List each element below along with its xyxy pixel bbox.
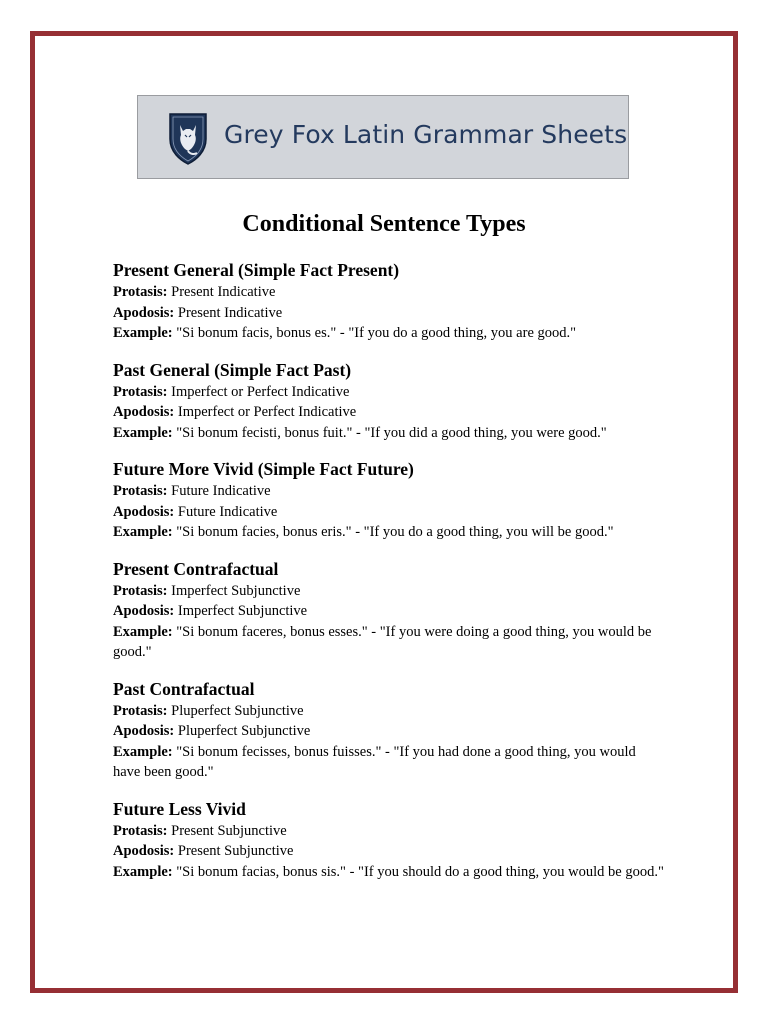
protasis-line (113, 821, 665, 842)
example-line (113, 742, 665, 783)
protasis-value: Future Indicative (171, 483, 271, 499)
apodosis-label: Apodosis: (113, 843, 175, 859)
protasis-label: Protasis: (113, 383, 168, 400)
protasis-label: Protasis: (113, 284, 168, 300)
apodosis-value: Imperfect Subjunctive (177, 603, 308, 619)
example-value: "Si bonum facies, bonus eris." - "If you do a good thing, you will be good." (176, 524, 614, 540)
section-present-contrafactual (113, 558, 665, 663)
protasis-line (113, 481, 665, 502)
example-value: "Si bonum fecisses, bonus fuisses." - "If you had done a good thing, you would have been good." (113, 743, 636, 780)
section-heading: Future Less Vivid (113, 798, 246, 819)
example-label: Example: (113, 863, 173, 880)
apodosis-value: Present Indicative (177, 304, 283, 321)
section-past-contrafactual (113, 678, 665, 783)
example-line (113, 622, 665, 663)
page-title: Conditional Sentence Types (242, 211, 526, 237)
example-line (113, 423, 665, 444)
example-line (113, 323, 665, 344)
protasis-value: Present Indicative (171, 284, 276, 300)
protasis-value: Imperfect Subjunctive (171, 582, 301, 599)
example-line (113, 862, 665, 883)
example-label: Example: (113, 623, 173, 640)
example-label: Example: (113, 325, 173, 341)
protasis-value: Imperfect or Perfect Indicative (171, 383, 350, 400)
apodosis-label: Apodosis: (113, 404, 175, 420)
protasis-value: Present Subjunctive (171, 822, 287, 839)
apodosis-value: Future Indicative (177, 503, 278, 520)
apodosis-line (113, 303, 665, 324)
section-heading: Past General (Simple Fact Past) (113, 359, 352, 380)
protasis-line (113, 282, 665, 303)
header-banner (137, 95, 629, 179)
conditional-types-list (113, 259, 665, 897)
example-value: "Si bonum faceres, bonus esses." - "If you were doing a good thing, you would be good." (113, 623, 652, 660)
fox-shield-icon (168, 111, 208, 165)
protasis-line (113, 581, 665, 602)
apodosis-value: Pluperfect Subjunctive (177, 723, 311, 739)
section-future-less-vivid (113, 798, 665, 883)
apodosis-line (113, 721, 665, 742)
section-present-general (113, 259, 665, 344)
example-label: Example: (113, 743, 173, 760)
example-label: Example: (113, 524, 173, 540)
section-heading: Present General (Simple Fact Present) (113, 260, 400, 280)
apodosis-line (113, 402, 665, 423)
section-heading: Present Contrafactual (113, 558, 279, 579)
example-value: "Si bonum facis, bonus es." - "If you do a good thing, you are good." (176, 325, 577, 341)
apodosis-line (113, 502, 665, 523)
protasis-value: Pluperfect Subjunctive (171, 702, 304, 719)
protasis-label: Protasis: (113, 582, 168, 599)
example-value: "Si bonum fecisti, bonus fuit." - "If you did a good thing, you were good." (176, 424, 607, 441)
apodosis-value: Present Subjunctive (177, 843, 294, 859)
section-heading: Past Contrafactual (113, 678, 255, 699)
apodosis-line (113, 841, 665, 862)
protasis-line (113, 701, 665, 722)
apodosis-value: Imperfect or Perfect Indicative (177, 404, 357, 420)
apodosis-label: Apodosis: (113, 603, 175, 619)
section-future-more-vivid (113, 458, 665, 543)
apodosis-label: Apodosis: (113, 503, 175, 520)
section-heading: Future More Vivid (Simple Fact Future) (113, 459, 414, 479)
protasis-line (113, 382, 665, 403)
protasis-label: Protasis: (113, 702, 168, 719)
apodosis-line (113, 601, 665, 622)
protasis-label: Protasis: (113, 822, 168, 839)
apodosis-label: Apodosis: (113, 723, 175, 739)
section-past-general (113, 359, 665, 444)
example-label: Example: (113, 424, 173, 441)
apodosis-label: Apodosis: (113, 304, 175, 321)
protasis-label: Protasis: (113, 483, 168, 499)
banner-title: Grey Fox Latin Grammar Sheets (224, 120, 628, 149)
example-value: "Si bonum facias, bonus sis." - "If you should do a good thing, you would be good." (176, 863, 664, 880)
example-line (113, 522, 665, 543)
